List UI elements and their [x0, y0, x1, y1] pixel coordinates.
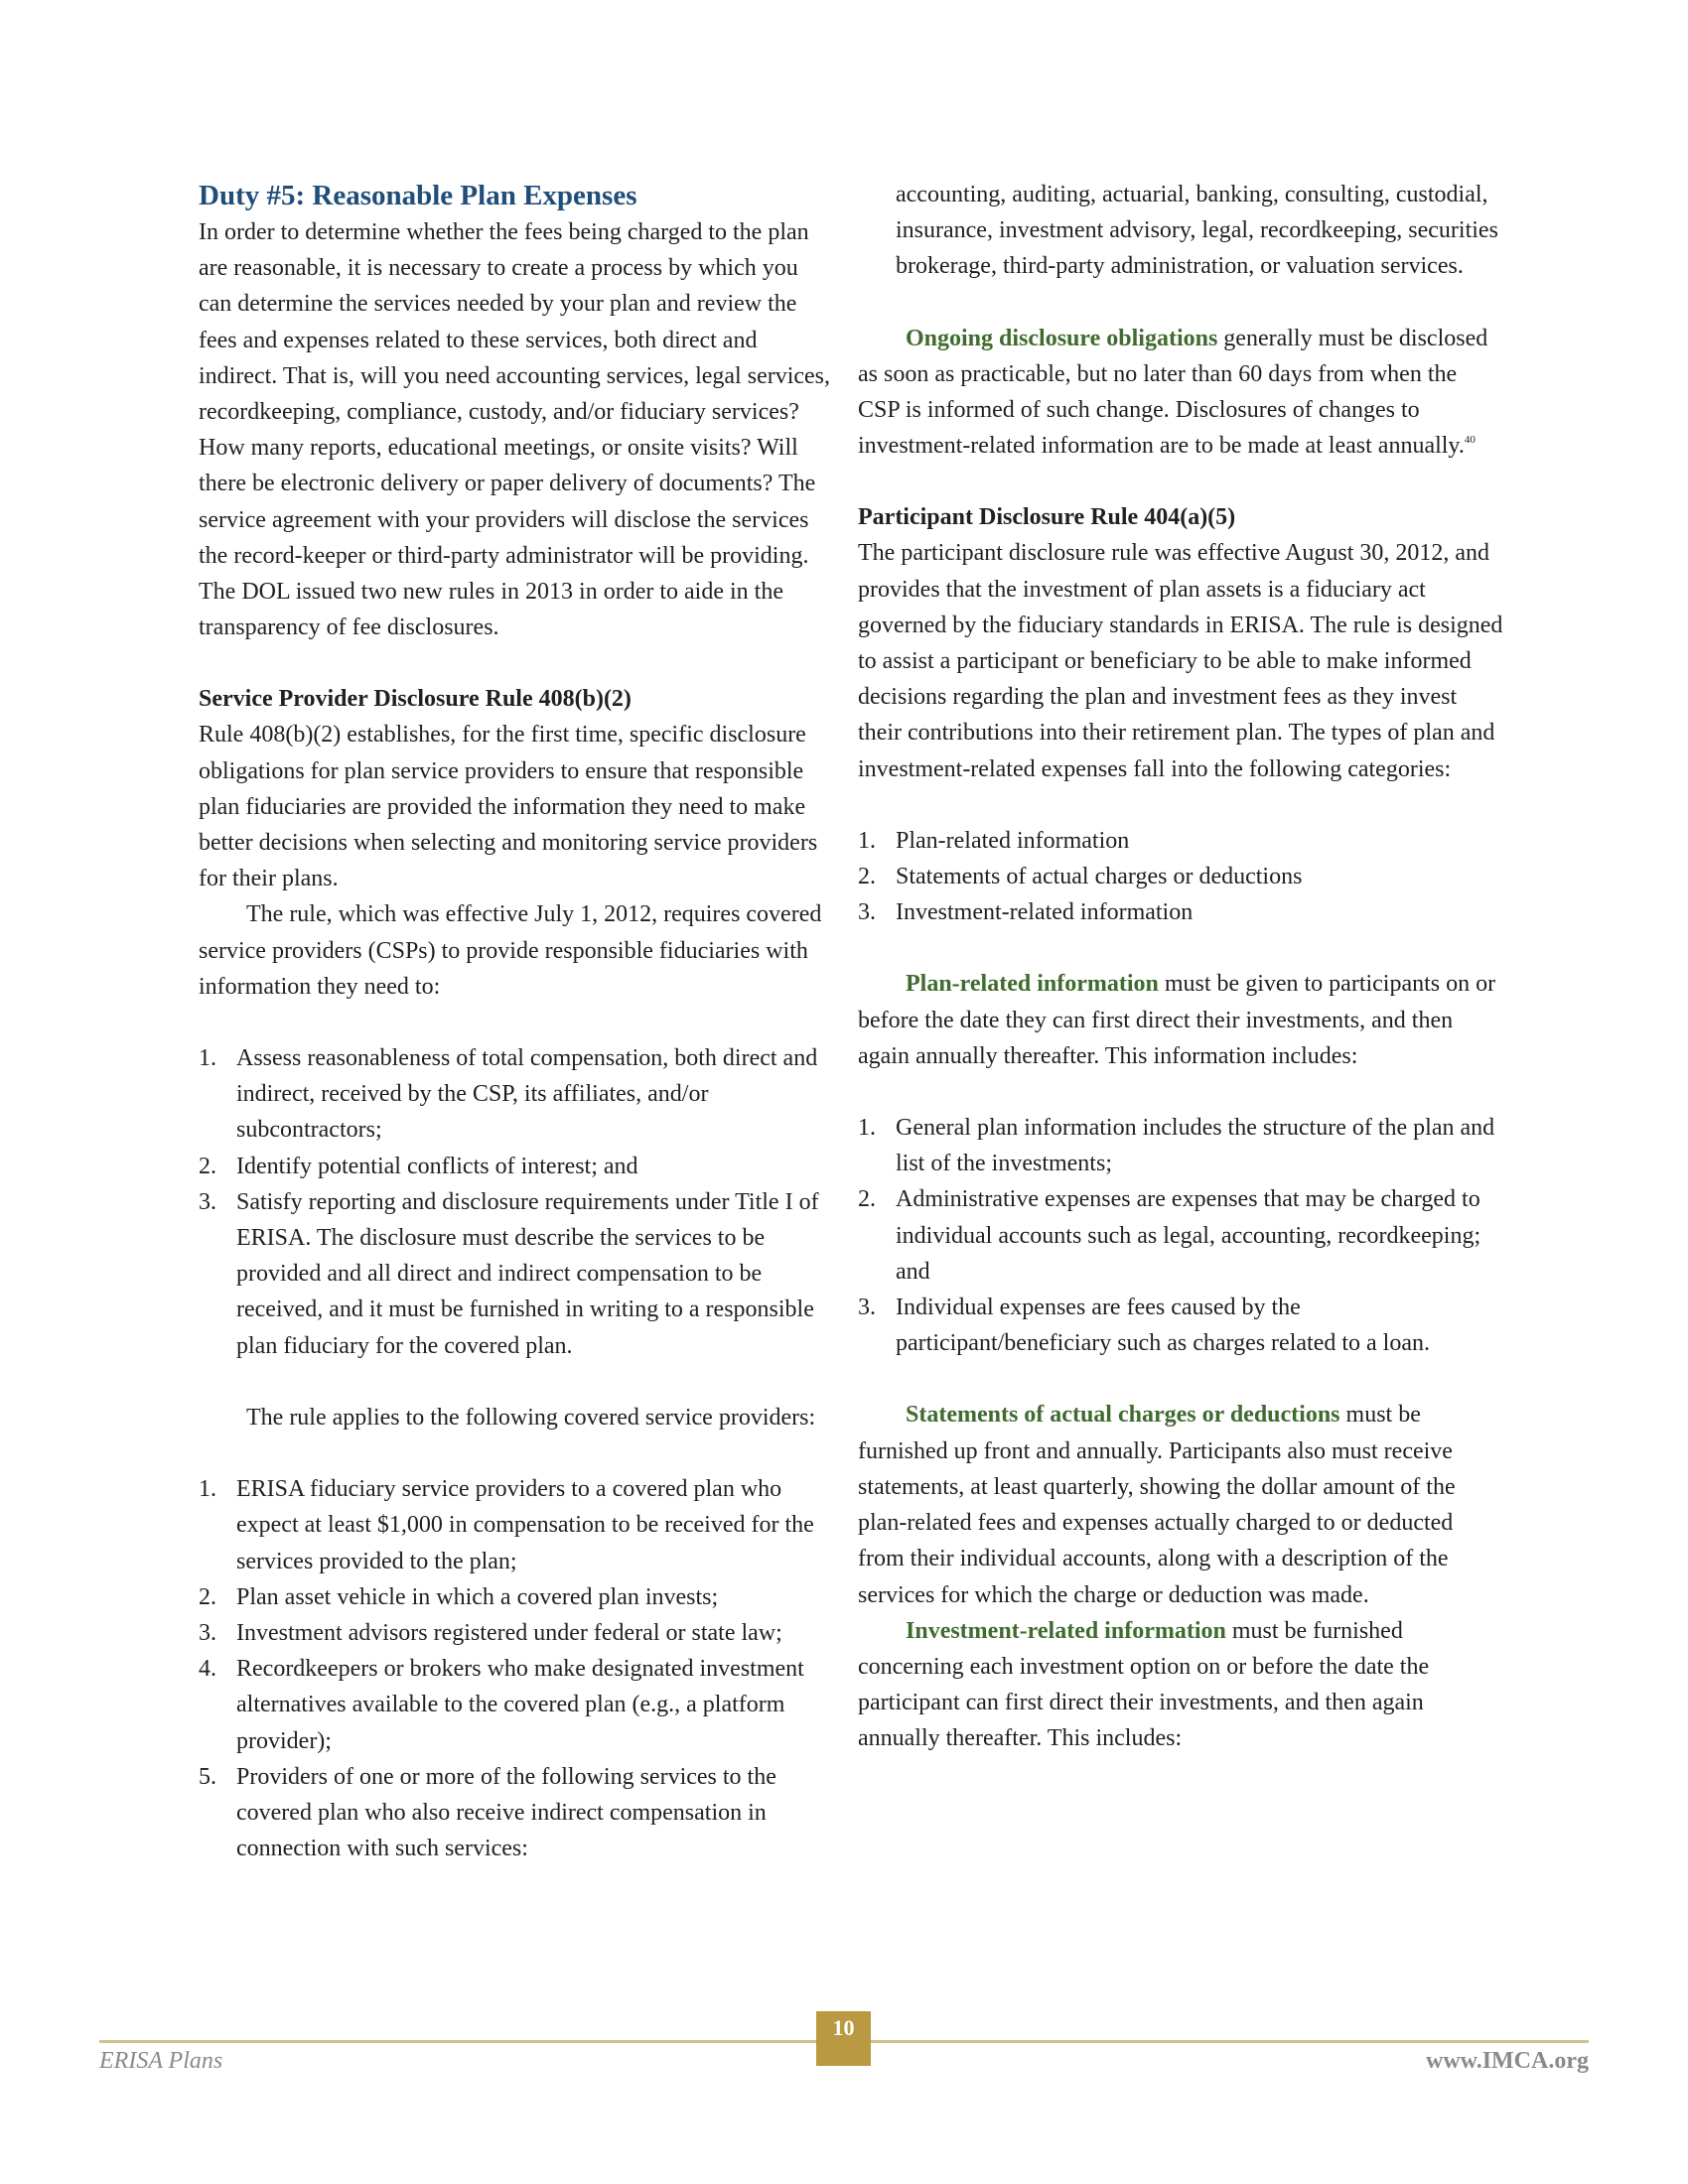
list-item: 1. General plan information includes the structure of the plan and list of the investments; — [858, 1115, 1495, 1177]
footnote-ref: 40 — [1464, 434, 1476, 447]
list-item: 2. Statements of actual charges or deductions — [858, 864, 1303, 890]
list-item: 3. Investment advisors registered under federal or state law; — [199, 1619, 782, 1646]
list-item: 3. Satisfy reporting and disclosure requirements under Title I of ERISA. The disclosure must describe the services to be provided and all direct and indirect compensation to be received, and it must be furnished in writing to a responsible plan fiduciary for the covered plan. — [199, 1188, 819, 1359]
list-item: 2. Identify potential conflicts of interest; and — [199, 1153, 638, 1179]
list-item: 5. Providers of one or more of the following services to the covered plan who also receive indirect compensation in connection with such services: — [199, 1763, 776, 1862]
covered-providers-list — [199, 1471, 834, 1866]
list-item: 3. Investment-related information — [858, 899, 1194, 926]
footer-publication-title: ERISA Plans — [99, 2048, 223, 2074]
investment-related-paragraph: Investment-related information must be furnished concerning each investment option on or before the date the participant can first direct their investments, and then again annually thereafter. This includes: — [858, 1617, 1430, 1752]
statements-lead: Statements of actual charges or deductions — [906, 1402, 1340, 1429]
csp-requirements-list — [199, 1040, 834, 1364]
page-number: 10 — [816, 2011, 871, 2066]
applies-paragraph: The rule applies to the following covered service providers: — [246, 1404, 816, 1431]
investment-related-lead: Investment-related information — [906, 1617, 1226, 1644]
list-item: 3. Individual expenses are fees caused by the participant/beneficiary such as charges related to a loan. — [858, 1295, 1430, 1357]
ongoing-paragraph: Ongoing disclosure obligations generally must be disclosed as soon as practicable, but no later than 60 days from when the CSP is informed of such change. Disclosures of changes to investment-related information are to be made at least annually.$^{40}$ — [858, 325, 1488, 460]
plan-information-list — [858, 1110, 1503, 1361]
list-item: 1. Plan-related information — [858, 827, 1130, 854]
right-column — [858, 177, 1503, 1757]
list-item: 2. Administrative expenses are expenses that may be charged to individual accounts such as legal, accounting, recordkeeping; and — [858, 1186, 1481, 1285]
expense-categories-list — [858, 823, 1503, 931]
list-item: 4. Recordkeepers or brokers who make designated investment alternatives available to the covered plan (e.g., a platform provider); — [199, 1656, 804, 1754]
left-column — [199, 177, 834, 1866]
participant-disclosure-paragraph: The participant disclosure rule was effective August 30, 2012, and provides that the investment of plan assets is a fiduciary act governed by the fiduciary standards in ERISA. The rule is designed to assist a participant or beneficiary to be able to make informed decisions regarding the plan and investment fees as they invest their contributions into their retirement plan. The types of plan and investment-related expenses fall into the following categories: — [858, 540, 1503, 782]
list-item: 1. ERISA fiduciary service providers to a covered plan who expect at least $1,000 in compensation to be received for the services provided to the plan; — [199, 1476, 814, 1574]
rule-effective-paragraph: The rule, which was effective July 1, 2012, requires covered service providers (CSPs) to provide responsible fiduciaries with information they need to: — [199, 901, 822, 1000]
plan-related-lead: Plan-related information — [906, 971, 1159, 998]
ongoing-lead: Ongoing disclosure obligations — [906, 325, 1218, 351]
duty-heading: Duty #5: Reasonable Plan Expenses — [199, 180, 637, 211]
footer-website: www.IMCA.org — [1426, 2048, 1589, 2074]
plan-related-paragraph: Plan-related information must be given to participants on or before the date they can first direct their investments, and then again annually thereafter. This information includes: — [858, 971, 1496, 1069]
statements-paragraph: Statements of actual charges or deductions must be furnished up front and annually. Participants also must receive statements, at least quarterly, showing the dollar amount of the plan-related fees and expenses actually charged to or deducted from their individual accounts, along with a description of the services for which the charge or deduction was made. — [858, 1402, 1456, 1608]
list-item: 2. Plan asset vehicle in which a covered plan invests; — [199, 1583, 719, 1610]
service-provider-heading: Service Provider Disclosure Rule 408(b)(2) — [199, 686, 632, 713]
duty-paragraph: In order to determine whether the fees being charged to the plan are reasonable, it is necessary to create a process by which you can determine the services needed by your plan and review the fees and expenses related to these services, both direct and indirect. That is, will you need accounting services, legal services, recordkeeping, compliance, custody, and/or fiduciary services? How many reports, educational meetings, or onsite visits? Will there be electronic delivery or paper delivery of documents? The service agreement with your providers will disclose the services the record-keeper or third-party administrator will be providing. The DOL issued two new rules in 2013 in order to aide in the transparency of fee disclosures. — [199, 219, 831, 641]
services-continuation: accounting, auditing, actuarial, banking, consulting, custodial, insurance, investment advisory, legal, recordkeeping, securities brokerage, third-party administration, or valuation services. — [896, 182, 1498, 280]
list-item: 1. Assess reasonableness of total compensation, both direct and indirect, received by the CSP, its affiliates, and/or subcontractors; — [199, 1045, 818, 1144]
service-provider-paragraph: Rule 408(b)(2) establishes, for the first time, specific disclosure obligations for plan service providers to ensure that responsible plan fiduciaries are provided the information they need to make better decisions when selecting and monitoring service providers for their plans. — [199, 722, 818, 892]
participant-disclosure-heading: Participant Disclosure Rule 404(a)(5) — [858, 504, 1236, 531]
